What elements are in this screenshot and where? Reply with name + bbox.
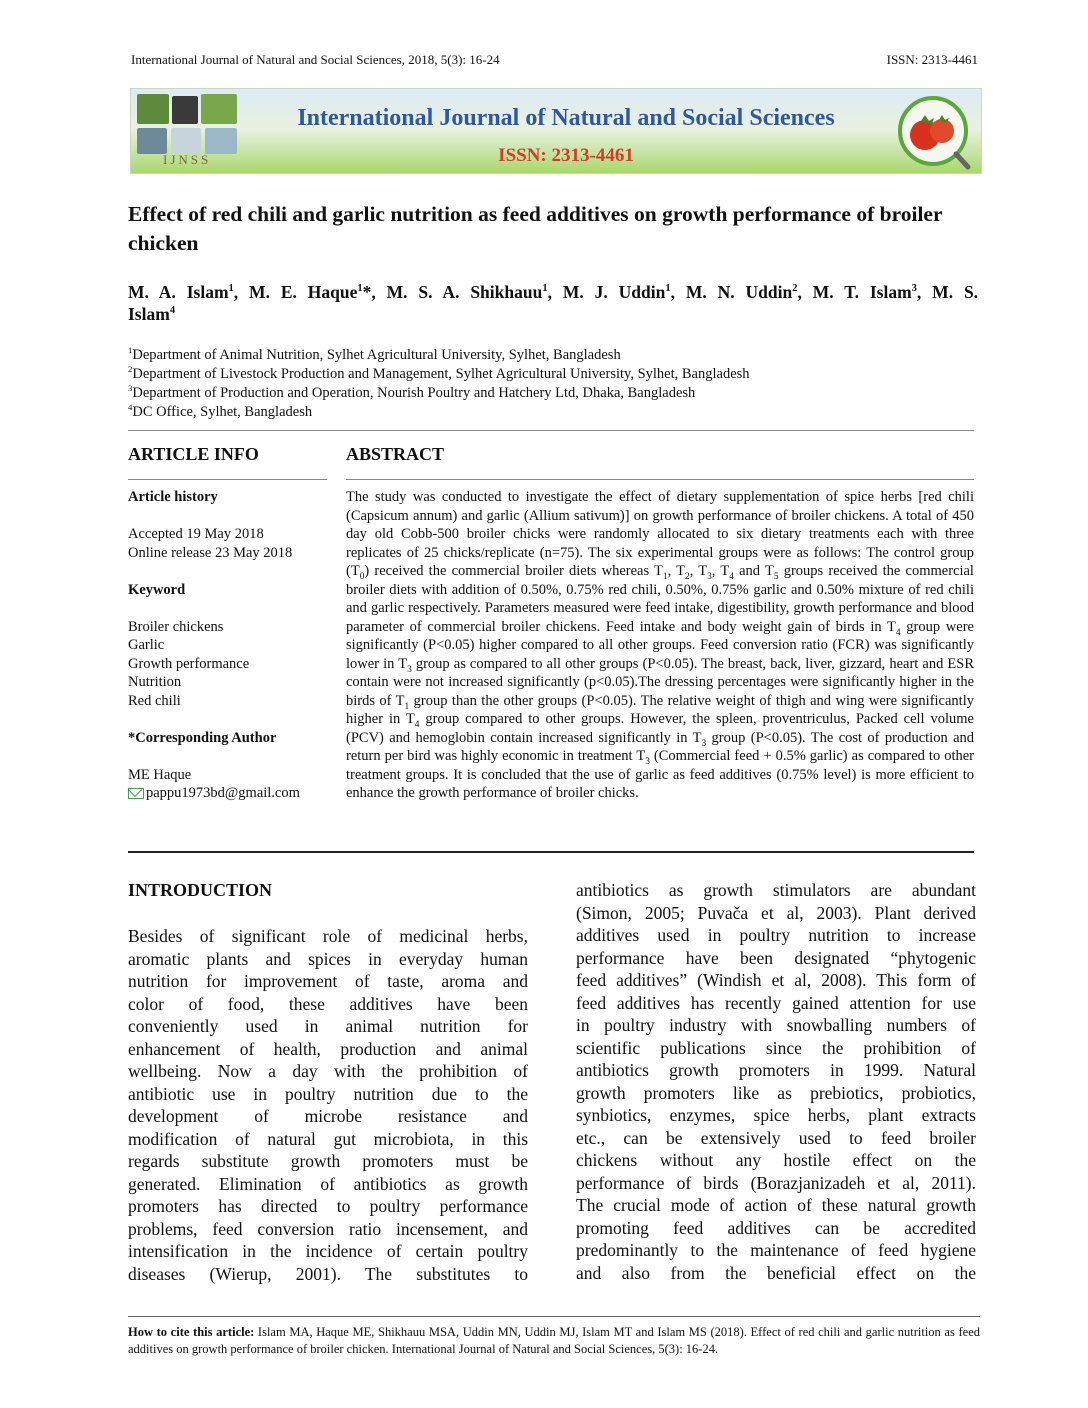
affiliation: $^4$DC Office, Sylhet, Bangladesh <box>128 402 313 420</box>
article-info-panel <box>128 488 338 803</box>
author-name: M. N. Uddin <box>685 282 793 302</box>
divider <box>128 851 974 853</box>
author-affil-number: 2 <box>792 283 798 295</box>
text-line: modification of natural gut microbiota, in this <box>128 1128 528 1149</box>
text-line: promoters has directed to poultry performance <box>128 1196 528 1216</box>
divider <box>346 479 974 480</box>
author-name: M. E. Haque <box>249 282 358 302</box>
author-affil-number: 4 <box>169 305 176 317</box>
author-name: M. J. Uddin <box>562 282 666 302</box>
text-line: generated. Elimination of antibiotics as growth <box>128 1173 528 1194</box>
keyword-list <box>128 618 338 711</box>
accepted-date: Accepted 19 May 2018 <box>128 526 264 542</box>
author-name: Islam <box>128 304 170 324</box>
affiliation: $^1$Department of Animal Nutrition, Sylhet Agricultural University, Sylhet, Bangladesh <box>128 345 621 363</box>
envelope-icon <box>128 788 144 799</box>
journal-banner <box>130 88 982 174</box>
text-line: problems, feed conversion ratio incensement, and <box>128 1218 528 1239</box>
introduction-left-column <box>128 925 528 1285</box>
text-line: additives used in poultry nutrition to increase <box>576 925 976 945</box>
text-line: diseases (Wierup, 2001). The substitutes to <box>128 1263 528 1284</box>
running-head <box>131 52 978 68</box>
text-line: in poultry industry with snowballing numbers of <box>576 1015 976 1035</box>
affiliation: $^2$Department of Livestock Production and Management, Sylhet Agricultural University, Sylhet, Bangladesh <box>128 364 750 382</box>
text-line: etc., can be extensively used to feed broiler <box>576 1127 976 1148</box>
keyword: Growth performance <box>128 655 250 672</box>
divider <box>128 479 327 480</box>
citation-footnote <box>128 1324 980 1358</box>
text-line: aromatic plants and spices in everyday human <box>128 948 528 969</box>
online-release-date: Online release 23 May 2018 <box>128 544 293 561</box>
text-line: nutrition for improvement of taste, aroma and <box>128 971 528 991</box>
email-row <box>128 784 338 803</box>
author-affil-number: 1 <box>665 283 671 295</box>
text-line: enhancement of health, production and animal <box>128 1038 528 1059</box>
keyword: Nutrition <box>128 674 182 690</box>
text-line: feed additives” (Windish et al, 2008). This form of <box>576 970 976 990</box>
text-line: wellbeing. Now a day with the prohibition of <box>128 1061 528 1081</box>
divider <box>128 1316 980 1317</box>
text-line: growth promoters like as prebiotics, probiotics, <box>576 1082 976 1103</box>
author-name: M. S. A. Shikhauu <box>386 282 543 302</box>
citation-text: Islam MA, Haque ME, Shikhauu MSA, Uddin MN, Uddin MJ, Islam MT and Islam MS (2018). Effect of red chili and garlic nutrition as feed additives on growth performance of broiler chicken. International Journal of Natural and Social Sciences, 5(3): 16-24. <box>128 1325 980 1356</box>
text-line: promoting feed additives can be accredited <box>576 1217 976 1238</box>
keyword: Broiler chickens <box>128 618 224 635</box>
article-title: Effect of red chili and garlic nutrition as feed additives on growth performance of broiler chicken <box>128 202 943 255</box>
author-affil-number: 1 <box>228 283 234 295</box>
journal-title: International Journal of Natural and Social Sciences <box>297 105 835 131</box>
issn-header: ISSN: 2313-4461 <box>886 52 978 67</box>
journal-issn: ISSN: 2313-4461 <box>498 145 634 166</box>
article-history-heading: Article history <box>128 489 218 505</box>
text-line: The crucial mode of action of these natural growth <box>576 1195 976 1215</box>
text-line: feed additives has recently gained attention for use <box>576 992 976 1013</box>
text-line: and also from the beneficial effect on the <box>576 1262 976 1283</box>
keyword: Red chili <box>128 692 181 709</box>
author-list-continued <box>128 304 175 325</box>
text-line: synbiotics, enzymes, spice herbs, plant extracts <box>576 1105 976 1125</box>
text-line: performance have been designated “phytogenic <box>576 947 976 968</box>
text-line: performance of birds (Borazjanizadeh et al, 2011). <box>576 1172 976 1193</box>
author-list: M. A. Islam$^1$, M. E. Haque$^1$*, M. S. A. Shikhauu$^1$, M. J. Uddin$^1$, M. N. Uddin$^2$, M. T. Islam$^3$, M. S. <box>128 282 979 302</box>
introduction-heading: INTRODUCTION <box>128 880 273 900</box>
text-line: regards substitute growth promoters must be <box>128 1151 528 1171</box>
keyword-heading: Keyword <box>128 581 186 598</box>
text-line: (Simon, 2005; Puvača et al, 2003). Plant derived <box>576 902 976 923</box>
email-address[interactable]: pappu1973bd@gmail.com <box>146 785 300 801</box>
author-affil-number: 1 <box>542 283 548 295</box>
text-line: intensification in the incidence of certain poultry <box>128 1241 528 1261</box>
author-name: M. T. Islam <box>812 282 912 302</box>
logo-text: IJNSS <box>163 152 212 167</box>
text-line: color of food, these additives have been <box>128 993 528 1014</box>
author-name: M. A. Islam <box>128 282 229 302</box>
author-affil-number: 1 <box>357 283 363 295</box>
text-line: chickens without any hostile effect on the <box>576 1150 976 1170</box>
tomato-magnifier-emblem <box>895 91 975 171</box>
journal-citation-header: International Journal of Natural and Social Sciences, 2018, 5(3): 16-24 <box>131 52 500 67</box>
abstract-text: The study was conducted to investigate the effect of dietary supplementation of spice herbs [red chili (Capsicum annum) and garlic (Allium sativum)] on growth performance of broiler chickens. A total of 450 day old Cobb-500 broiler chicks were randomly allocated to six dietary treatments each with three replicates of 25 chicks/replicate (n=75). The six experimental groups were as follows: The control group $(T_0)$ received the commercial broiler diets whereas $T_1$, $T_2$, $T_3$, $T_4$ and $T_5$ groups received the commercial broiler diets with addition of 0.50%, 0.75% red chili, 0.50%, 0.75% garlic and 0.50% mixture of red chili and garlic respectively. Parameters measured were feed intake, digestibility, growth performance and blood parameter of commercial broiler chickens. Feed intake and body weight gain of birds in $T_4$ group were significantly (P<0.05) higher compared to all other groups. Feed conversion ratio (FCR) was significantly lower in $T_3$ group as compared to all other groups (P<0.05). The breast, back, liver, gizzard, heart and ESR contain were not increased significantly (p<0.05).The dressing percentages were significantly higher in the birds of $T_1$ group than the other groups (P<0.05). The relative weight of thigh and wing were significantly higher in $T_4$ group compared to other groups. However, the spleen, proventriculus, Packed cell volume (PCV) and hemoglobin contain increased significantly in $T_3$ group (P<0.05). The cost of production and return per bird was highly economic in treatment $T_3$ (Commercial feed + 0.5% garlic) as compared to other treatment groups. It is concluded that the use of garlic as feed additives (0.75% level) is more efficient to enhance the growth performance of broiler chicks. <box>346 489 975 801</box>
text-line: antibiotic use in poultry nutrition due to the <box>128 1083 528 1104</box>
affiliation: $^3$Department of Production and Operation, Nourish Poultry and Hatchery Ltd, Dhaka, Bangladesh <box>128 383 696 401</box>
corresponding-author-name: ME Haque <box>128 766 192 783</box>
author-name: M. S. <box>932 282 979 302</box>
text-line: Besides of significant role of medicinal herbs, <box>128 926 528 946</box>
article-info-heading: ARTICLE INFO <box>128 444 259 464</box>
abstract-heading: ABSTRACT <box>346 444 445 464</box>
citation-label: How to cite this article: <box>128 1325 255 1339</box>
text-line: antibiotics growth promoters in 1999. Natural <box>576 1060 976 1080</box>
divider <box>128 430 974 431</box>
corresponding-author-heading: *Corresponding Author <box>128 729 277 746</box>
text-line: scientific publications since the prohibition of <box>576 1037 976 1058</box>
introduction-right-column <box>576 879 976 1284</box>
author-affil-number: 3 <box>911 283 917 295</box>
text-line: development of microbe resistance and <box>128 1106 528 1126</box>
text-line: antibiotics as growth stimulators are abundant <box>576 880 976 900</box>
keyword: Garlic <box>128 637 165 653</box>
text-line: conveniently used in animal nutrition for <box>128 1016 528 1036</box>
text-line: predominantly to the maintenance of feed hygiene <box>576 1240 976 1260</box>
affiliations <box>128 346 750 422</box>
